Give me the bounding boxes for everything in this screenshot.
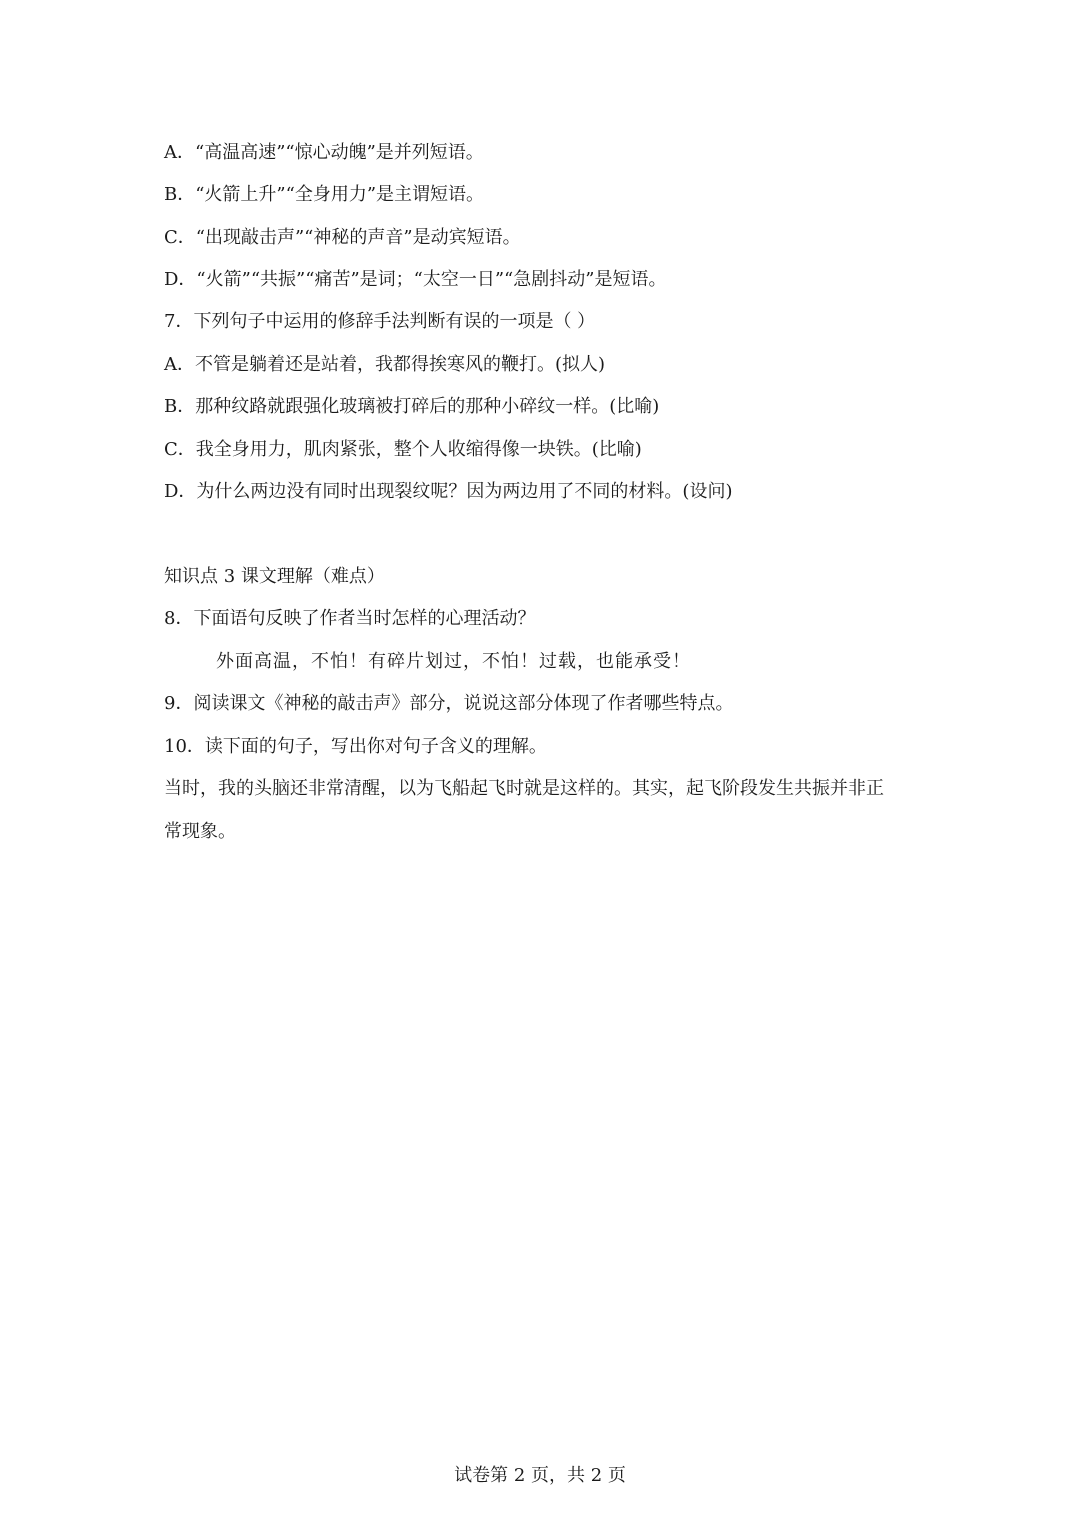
q7-option-c: C．我全身用力，肌肉紧张，整个人收缩得像一块铁。(比喻) bbox=[164, 439, 642, 460]
q6-option-a: A．“高温高速”“惊心动魄”是并列短语。 bbox=[164, 142, 484, 163]
q7-option-b: B．那种纹路就跟强化玻璃被打碎后的那种小碎纹一样。(比喻) bbox=[164, 396, 660, 417]
q6-option-d: D．“火箭”“共振”“痛苦”是词；“太空一日”“急剧抖动”是短语。 bbox=[164, 269, 667, 290]
q10-stem: 10．读下面的句子，写出你对句子含义的理解。 bbox=[164, 736, 547, 757]
q8-quote: 外面高温，不怕！有碎片划过，不怕！过载，也能承受！ bbox=[216, 651, 691, 672]
q6-option-b: B．“火箭上升”“全身用力”是主谓短语。 bbox=[164, 184, 485, 205]
q7-option-a: A．不管是躺着还是站着，我都得挨寒风的鞭打。(拟人) bbox=[164, 354, 606, 375]
page-footer: 试卷第 2 页，共 2 页 bbox=[454, 1465, 626, 1486]
q6-option-c: C．“出现敲击声”“神秘的声音”是动宾短语。 bbox=[164, 227, 521, 248]
q7-option-d: D．为什么两边没有同时出现裂纹呢？因为两边用了不同的材料。(设问) bbox=[164, 481, 733, 502]
section-heading: 知识点 3 课文理解（难点） bbox=[164, 566, 385, 587]
q7-stem: 7．下列句子中运用的修辞手法判断有误的一项是（ ） bbox=[164, 311, 596, 332]
q8-stem: 8．下面语句反映了作者当时怎样的心理活动？ bbox=[164, 608, 536, 629]
q10-passage-line-2: 常现象。 bbox=[164, 821, 236, 842]
q9-stem: 9．阅读课文《神秘的敲击声》部分，说说这部分体现了作者哪些特点。 bbox=[164, 693, 734, 714]
q10-passage-line-1: 当时，我的头脑还非常清醒，以为飞船起飞时就是这样的。其实，起飞阶段发生共振并非正 bbox=[164, 778, 884, 799]
